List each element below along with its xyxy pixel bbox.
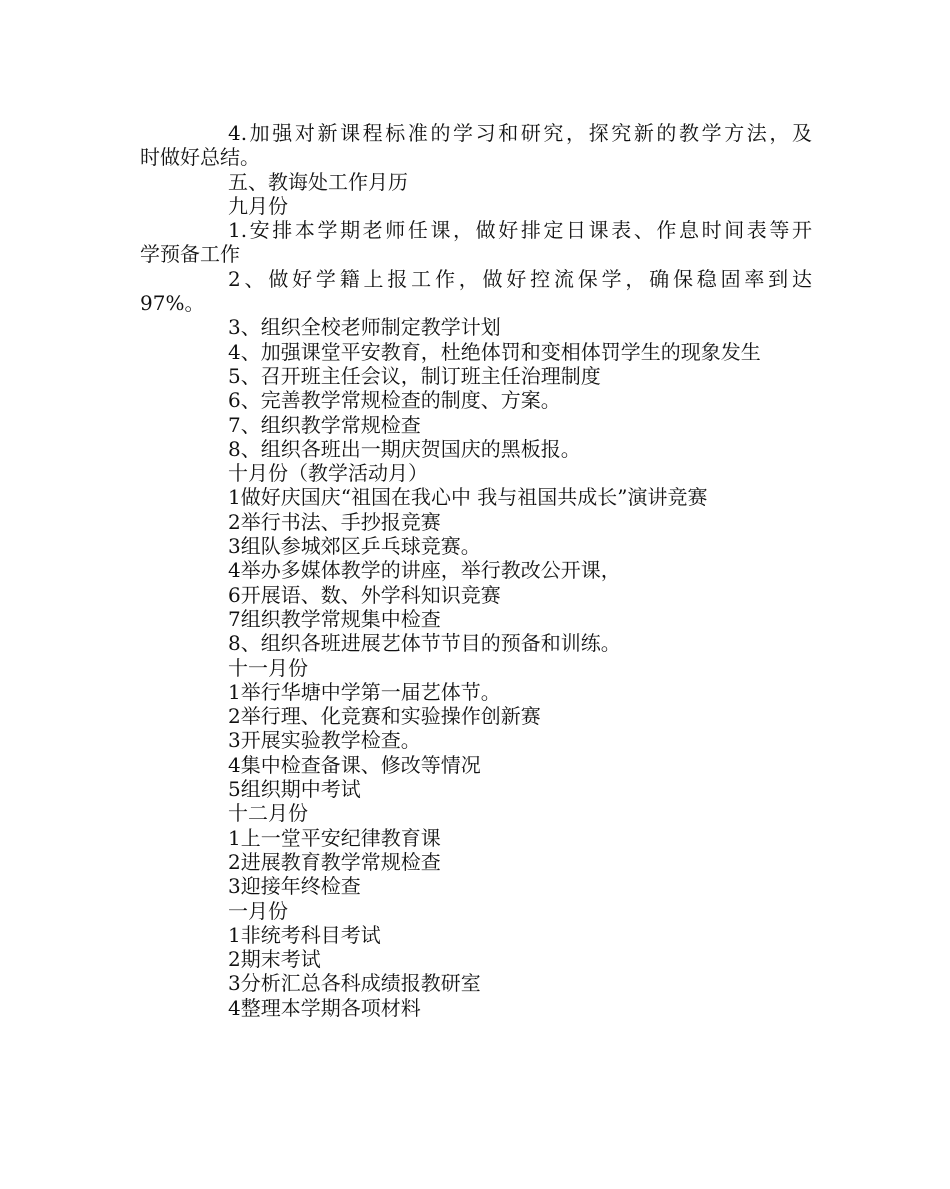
list-item: 6开展语、数、外学科知识竞赛 bbox=[228, 582, 501, 607]
list-item: 2进展教育教学常规检查 bbox=[228, 849, 441, 874]
paragraph-line: 4.加强对新课程标准的学习和研究，探究新的教学方法，及 bbox=[228, 121, 812, 145]
list-item: 3组队参城郊区乒乓球竞赛。 bbox=[228, 534, 481, 559]
list-item: 3、组织全校老师制定教学计划 bbox=[228, 315, 501, 340]
list-item: 1举行华塘中学第一届艺体节。 bbox=[228, 679, 501, 704]
list-item: 1做好庆国庆“祖国在我心中 我与祖国共成长”演讲竞赛 bbox=[228, 485, 708, 510]
list-item-continuation: 97%。 bbox=[140, 291, 205, 316]
month-heading: 十一月份 bbox=[228, 655, 308, 680]
document-body bbox=[140, 121, 812, 1020]
paragraph-line: 时做好总结。 bbox=[140, 145, 260, 170]
list-item: 1上一堂平安纪律教育课 bbox=[228, 825, 441, 850]
list-item: 3分析汇总各科成绩报教研室 bbox=[228, 971, 481, 996]
list-item: 7、组织教学常规检查 bbox=[228, 412, 421, 437]
list-item: 1非统考科目考试 bbox=[228, 922, 381, 947]
list-item: 2举行理、化竞赛和实验操作创新赛 bbox=[228, 704, 541, 729]
list-item: 5组织期中考试 bbox=[228, 777, 361, 802]
list-item: 4集中检查备课、修改等情况 bbox=[228, 752, 481, 777]
list-item: 8、组织各班进展艺体节节目的预备和训练。 bbox=[228, 631, 621, 656]
list-item: 4整理本学期各项材料 bbox=[228, 995, 421, 1020]
month-heading: 九月份 bbox=[228, 193, 288, 218]
list-item: 2、做好学籍上报工作，做好控流保学，确保稳固率到达 bbox=[228, 266, 812, 291]
list-item-continuation: 学预备工作 bbox=[140, 242, 240, 267]
list-item: 3迎接年终检查 bbox=[228, 874, 361, 899]
list-item: 1.安排本学期老师任课，做好排定日课表、作息时间表等开 bbox=[228, 218, 812, 243]
month-heading: 一月份 bbox=[228, 898, 288, 923]
list-item: 7组织教学常规集中检查 bbox=[228, 606, 441, 631]
list-item: 6、完善教学常规检查的制度、方案。 bbox=[228, 388, 561, 413]
list-item: 4、加强课堂平安教育，杜绝体罚和变相体罚学生的现象发生 bbox=[228, 339, 761, 364]
list-item: 8、组织各班出一期庆贺国庆的黑板报。 bbox=[228, 436, 581, 461]
month-heading: 十二月份 bbox=[228, 801, 308, 826]
list-item: 5、召开班主任会议，制订班主任治理制度 bbox=[228, 363, 601, 388]
month-heading: 十月份（教学活动月） bbox=[228, 461, 428, 486]
list-item: 2举行书法、手抄报竞赛 bbox=[228, 509, 441, 534]
section-heading: 五、教诲处工作月历 bbox=[228, 169, 408, 194]
list-item: 4举办多媒体教学的讲座，举行教改公开课， bbox=[228, 558, 621, 583]
list-item: 2期末考试 bbox=[228, 947, 321, 972]
list-item: 3开展实验教学检查。 bbox=[228, 728, 421, 753]
